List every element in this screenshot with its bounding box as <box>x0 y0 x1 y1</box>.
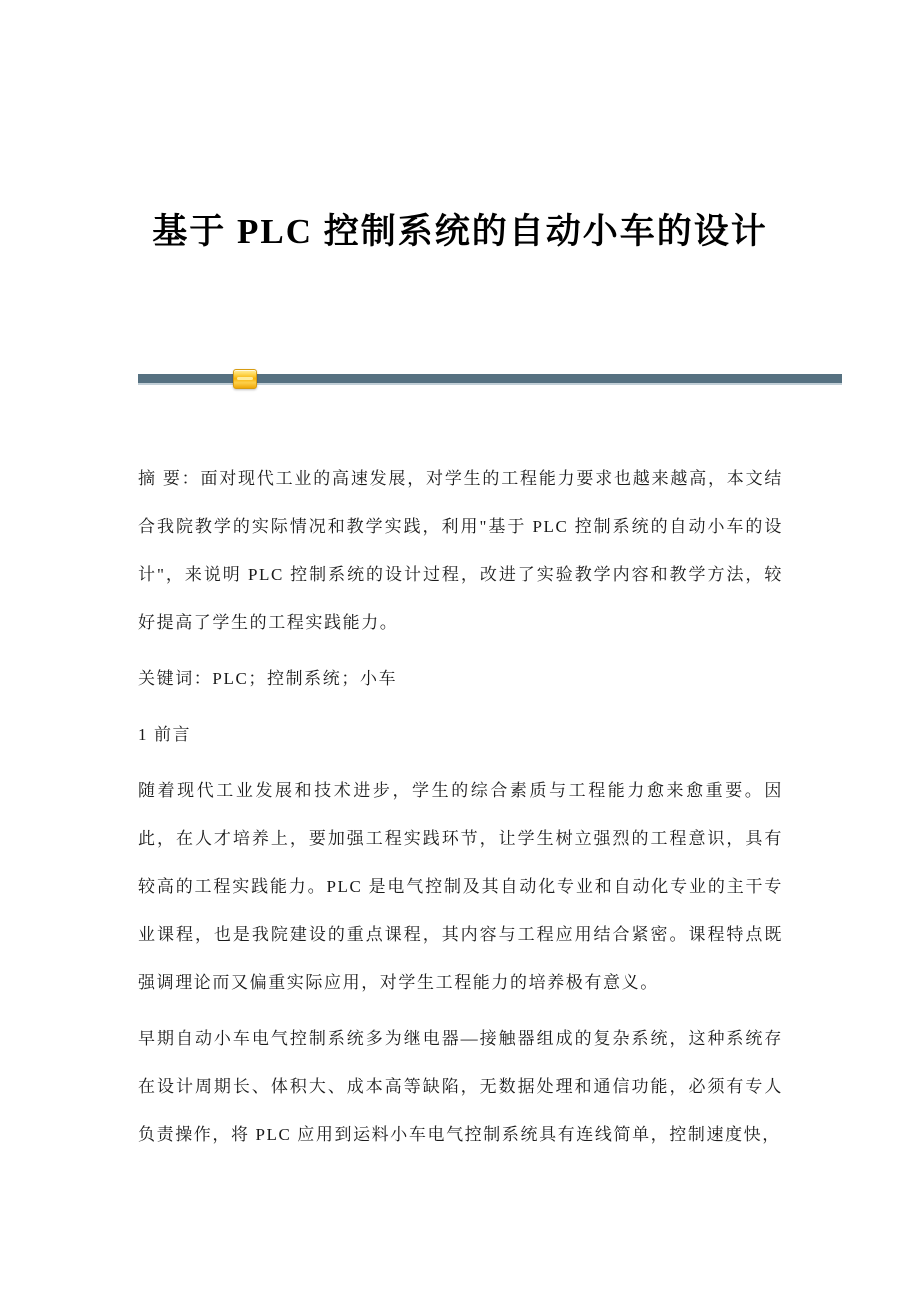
document-title: 基于 PLC 控制系统的自动小车的设计 <box>152 212 768 251</box>
keywords-line: 关键词：PLC；控制系统；小车 <box>138 669 398 688</box>
section-divider <box>138 374 842 383</box>
intro-paragraph-2: 早期自动小车电气控制系统多为继电器—接触器组成的复杂系统，这种系统存在设计周期长、体积大、成本高等缺陷，无数据处理和通信功能，必须有专人负责操作，将 PLC 应用到运料小车电气控制系统具有连线简单，控制速度快， <box>138 1029 783 1144</box>
gold-badge-icon <box>233 369 257 389</box>
section-heading: 1 前言 <box>138 725 192 744</box>
abstract-paragraph: 摘 要：面对现代工业的高速发展，对学生的工程能力要求也越来越高，本文结合我院教学的实际情况和教学实践，利用"基于 PLC 控制系统的自动小车的设计"，来说明 PLC 控制系统的设计过程，改进了实验教学内容和教学方法，较好提高了学生的工程实践能力。 <box>138 469 783 632</box>
intro-paragraph-1: 随着现代工业发展和技术进步，学生的综合素质与工程能力愈来愈重要。因此，在人才培养上，要加强工程实践环节，让学生树立强烈的工程意识，具有较高的工程实践能力。PLC 是电气控制及其自动化专业和自动化专业的主干专业课程，也是我院建设的重点课程，其内容与工程应用结合紧密。课程特点既强调理论而又偏重实际应用，对学生工程能力的培养极有意义。 <box>138 781 783 992</box>
document-body <box>138 455 783 1167</box>
